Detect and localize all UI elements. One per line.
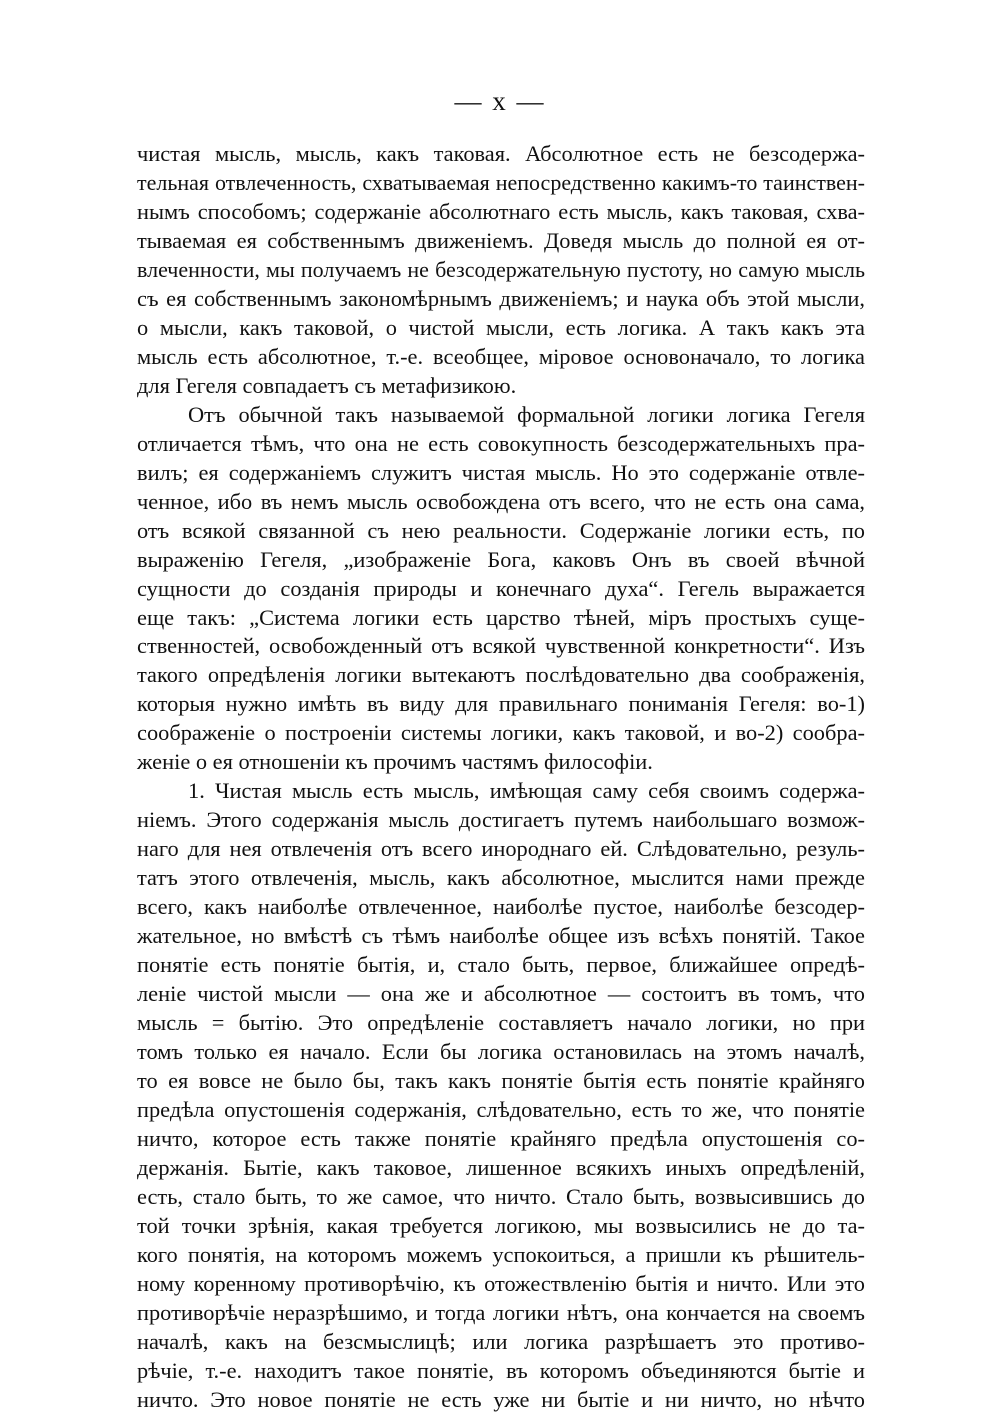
text-line: вилъ; ея содержаніемъ служитъ чистая мысль. Но это содержаніе отвле- (137, 459, 865, 485)
text-line: отличается тѣмъ, что она не есть совокупность безсодержательныхъ пра- (137, 430, 865, 456)
text-line: ственностей, освобожденный отъ всякой чувственной конкретности“. Изъ (137, 633, 865, 659)
text-line: той точки зрѣнія, какая требуется логикою, мы возвысились не до та- (137, 1212, 865, 1238)
text-line: ничто. Это новое понятіе не есть уже ни бытіе и ни ничто, но нѣчто (137, 1386, 865, 1412)
text-line: мысль есть абсолютное, т.-е. всеобщее, міровое основоначало, то логика (137, 343, 865, 369)
text-line: съ ея собственнымъ закономѣрнымъ движеніемъ; и наука объ этой мысли, (137, 285, 865, 311)
text-line: сущности до созданія природы и конечнаго духа“. Гегель выражается (137, 575, 865, 601)
text-line: такого опредѣленія логики вытекаютъ послѣдовательно два соображенія, (137, 662, 865, 688)
text-line: то ея вовсе не было бы, такъ какъ понятіе бытія есть понятіе крайняго (137, 1068, 865, 1093)
text-line: Отъ обычной такъ называемой формальной логики логика Гегеля (188, 401, 865, 427)
text-line: тываемая ея собственнымъ движеніемъ. Доведя мысль до полной ея от- (137, 227, 865, 253)
text-line: отъ всякой связанной съ нею реальности. Содержаніе логики есть, по (137, 517, 865, 543)
text-line: началѣ, какъ на безсмыслицѣ; или логика разрѣшаетъ это противо- (137, 1328, 865, 1354)
text-line: всего, какъ наиболѣе отвлеченное, наиболѣе пустое, наиболѣе безсодер- (137, 894, 865, 920)
text-line: женіе о ея отношеніи къ прочимъ частямъ философіи. (137, 749, 653, 775)
text-line: выраженію Гегеля, „изображеніе Бога, каковъ Онъ въ своей вѣчной (137, 546, 865, 572)
text-line: кого понятія, на которомъ можемъ успокоиться, а пришли къ рѣшитель- (137, 1241, 865, 1267)
text-line: рѣчіе, т.-е. находитъ такое понятіе, въ которомъ объединяются бытіе и (137, 1357, 865, 1383)
text-line: которыя нужно имѣть въ виду для правильнаго пониманія Гегеля: во-1) (137, 691, 865, 717)
page-number: — x — (454, 86, 546, 116)
body-text (137, 140, 865, 1415)
text-line: жательное, но вмѣстѣ съ тѣмъ наиболѣе общее изъ всѣхъ понятій. Такое (137, 923, 865, 949)
text-line: предѣла опустошенія содержанія, слѣдовательно, есть то же, что понятіе (137, 1096, 865, 1122)
text-line: леніе чистой мысли — она же и абсолютное — состоитъ въ томъ, что (137, 981, 865, 1007)
text-line: влеченности, мы получаемъ не безсодержательную пустоту, но самую мысль (137, 256, 865, 282)
text-line: есть, стало быть, то же самое, что ничто. Стало быть, возвысившись до (137, 1183, 865, 1209)
text-line: ному коренному противорѣчію, къ отожествленію бытія и ничто. Или это (137, 1270, 865, 1296)
text-line: тельная отвлеченность, схватываемая непосредственно какимъ-то таинствен- (137, 169, 865, 195)
text-line: ченное, ибо въ немъ мысль освобождена отъ всего, что не есть она сама, (137, 488, 865, 514)
text-line: татъ этого отвлеченія, мысль, какъ абсолютное, мыслится нами прежде (137, 865, 865, 891)
text-line: понятіе есть понятіе бытія, и, стало быть, первое, ближайшее опредѣ- (137, 952, 865, 978)
text-line: соображеніе о построеніи системы логики, какъ таковой, и во-2) сообра- (137, 720, 865, 746)
text-line: томъ только ея начало. Если бы логика остановилась на этомъ началѣ, (137, 1039, 865, 1065)
text-line: нымъ способомъ; содержаніе абсолютнаго есть мысль, какъ таковая, схва- (137, 198, 865, 224)
text-line: противорѣчіе неразрѣшимо, и тогда логики нѣтъ, она кончается на своемъ (137, 1299, 865, 1325)
text-line: для Гегеля совпадаетъ съ метафизикою. (137, 372, 517, 398)
text-line: наго для нея отвлеченія отъ всего инороднаго ей. Слѣдовательно, резуль- (137, 836, 865, 862)
text-line: 1. Чистая мысль есть мысль, имѣющая саму себя своимъ содержа- (188, 778, 865, 804)
text-line: мысль = бытію. Это опредѣленіе составляетъ начало логики, но при (137, 1010, 865, 1036)
text-line: еще такъ: „Система логики есть царство тѣней, міръ простыхъ суще- (137, 604, 865, 630)
text-line: ніемъ. Этого содержанія мысль достигаетъ путемъ наибольшаго возмож- (137, 807, 865, 833)
text-line: о мысли, какъ таковой, о чистой мысли, есть логика. А такъ какъ эта (137, 314, 865, 340)
text-line: ничто, которое есть также понятіе крайняго предѣла опустошенія со- (137, 1125, 865, 1151)
text-line: чистая мысль, мысль, какъ таковая. Абсолютное есть не безсодержа- (137, 141, 865, 166)
text-line: держанія. Бытіе, какъ таковое, лишенное всякихъ иныхъ опредѣленій, (137, 1154, 865, 1180)
